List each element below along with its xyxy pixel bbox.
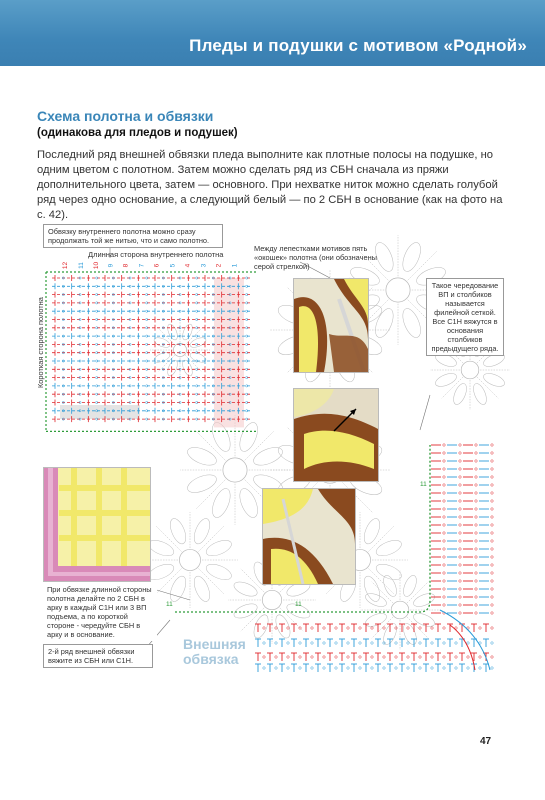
edge-chain [491,642,493,644]
edge-chain [475,492,477,494]
edge-chain [443,642,445,644]
motif-petal [361,516,383,546]
edge-chain [323,642,325,644]
edge-chain [491,484,493,486]
edge-chain [419,667,421,669]
motif-ray [198,526,223,551]
edge-chain [443,667,445,669]
edge-chain [459,468,461,470]
motif-ray [159,329,175,345]
photo-petals-detail [293,278,369,373]
edge-chain [459,580,461,582]
edge-chain [335,642,337,644]
motif-petal [153,336,172,350]
motif-ray [156,568,181,593]
edge-chain [299,656,301,658]
motif-petal [185,471,219,496]
intro-paragraph: Последний ряд внешней обвязки пледа выполните как плотные полосы на подушке, но одним цветом с полотном. Затем можно сделать ряд из СБН сначала из пряжи дополнительного цвета, затем — основного. При нехватке ниток можно сделать голубой ряд через одно основание, а следующий белый — по 2 СБН в основание (как на фото на с. 42). [37,149,503,221]
motif [360,570,440,650]
edge-chain [491,524,493,526]
edge-chain [383,656,385,658]
edge-chain [491,476,493,478]
motif-ray [372,582,393,603]
motif-petal [451,382,469,407]
motif-petal [482,371,507,389]
edge-chain [459,500,461,502]
edge-chain [491,460,493,462]
motif-petal [204,561,234,583]
edge-chain [475,540,477,542]
motif-ray [477,377,498,398]
edge-chain [479,627,481,629]
motif-petal [399,240,424,274]
edge-chain [475,508,477,510]
edge-chain [491,667,493,669]
section-subtitle: (одинакова для пледов и подушек) [37,127,238,139]
edge-chain [475,500,477,502]
edge-chain [459,508,461,510]
motif-ray [196,431,225,460]
motif-petal [412,591,437,609]
edge-chain [491,556,493,558]
motif-center [461,361,479,379]
row-number: 6 [153,263,161,268]
motif-petal [232,601,259,621]
edge-chain [299,627,301,629]
edge-chain [443,532,445,534]
edge-chain [335,656,337,658]
edge-chain [475,460,477,462]
edge-chain [491,500,493,502]
motif-petal [412,611,437,629]
edge-chain [263,627,265,629]
short-side-label: Короткая сторона полотна [36,297,45,388]
edge-chain [431,667,433,669]
edge-chain [459,556,461,558]
edge-chain [275,642,277,644]
motif-ray [408,251,437,280]
edge-chain [491,508,493,510]
motif-petal [166,323,180,342]
edge-chain [491,580,493,582]
motif-center [386,278,410,302]
edge-chain [475,564,477,566]
edge-chain [419,627,421,629]
edge-chain [287,656,289,658]
row-number: 1 [230,263,238,268]
edge-chain [287,642,289,644]
corner-arc [450,625,475,670]
edge-chain [459,612,461,614]
edge-chain [443,524,445,526]
motif-ray [407,582,428,603]
motif-ray [407,617,428,638]
edge-chain [475,580,477,582]
motif-petal [167,516,189,546]
edge-chain [459,476,461,478]
edge-chain [467,667,469,669]
leader-line [420,395,430,430]
edge-chain [395,656,397,658]
edge-chain [443,444,445,446]
motif-petal [191,574,213,604]
motif-petal [374,537,404,559]
edge-chain [491,468,493,470]
callout-filet-mesh: Такое чередование ВП и столбиков называется филейной сеткой. Все С1Н вяжутся в основания столбиков предыдущего ряда. [426,278,504,356]
motif-petal [381,574,399,599]
row-number: 11 [77,262,85,269]
edge-chain [459,548,461,550]
edge-chain [395,627,397,629]
edge-chain [311,656,313,658]
motif-ray [196,480,225,509]
row-number: 8 [122,263,130,268]
motif-petal [167,574,189,604]
motif-ray [241,608,264,631]
motif-petal [361,574,383,604]
edge-chain [459,588,461,590]
edge-chain [479,667,481,669]
edge-chain [395,667,397,669]
edge-chain [347,667,349,669]
edge-chain [263,642,265,644]
edge-chain [475,548,477,550]
motif-center [223,458,247,482]
edge-chain [371,667,373,669]
edge-chain [323,656,325,658]
motif-ray [442,377,463,398]
edge-chain [311,627,313,629]
edge-chain [491,452,493,454]
edge-chain [443,564,445,566]
motif-petal [364,611,389,629]
edge-chain [419,642,421,644]
edge-chain [459,564,461,566]
edge-chain [443,572,445,574]
edge-chain [459,444,461,446]
row-number: 12 [62,261,70,270]
motif-center [391,601,409,619]
edge-chain [443,656,445,658]
edge-chain [491,548,493,550]
edge-chain [443,604,445,606]
edge-chain [475,444,477,446]
motif-petal [236,486,261,520]
edge-chain [335,667,337,669]
edge-chain [455,642,457,644]
edge-chain [467,642,469,644]
motif-petal [166,359,180,378]
edge-chain [371,627,373,629]
edge-chain [299,642,301,644]
edge-chain [359,667,361,669]
motif-center [262,590,281,609]
edge-chain [455,667,457,669]
edge-chain [323,667,325,669]
edge-chain [491,627,493,629]
edge-chain [475,588,477,590]
edge-chain [443,500,445,502]
row-number: 9 [106,263,114,268]
header-title: Пледы и подушки с мотивом «Родной» [189,36,527,55]
motif-petal [181,359,195,378]
edge-chain [475,452,477,454]
motif-petal [204,537,234,559]
callout-inner-binding: Обвязку внутреннего полотна можно сразу продолжать той же нитью, что и само полотно. [43,224,223,248]
edge-chain [347,627,349,629]
edge-chain [459,572,461,574]
edge-chain [443,516,445,518]
edge-chain [491,516,493,518]
edge-chain [459,484,461,486]
outer-binding-label [183,636,246,667]
edge-chain [431,656,433,658]
row-number: 10 [93,261,101,270]
callout-petals: Между лепестками мотивов пять «окошек» полотна (они обозначены серой стрелкой) [254,244,377,271]
edge-chain [467,656,469,658]
edge-chain [475,612,477,614]
motif-petal [251,444,285,469]
edge-chain [287,667,289,669]
edge-chain [475,604,477,606]
edge-chain [491,588,493,590]
edge-chain [459,460,461,462]
edge-chain [475,484,477,486]
edge-chain [275,627,277,629]
edge-chain [323,627,325,629]
edge-chain [475,532,477,534]
edge-chain [491,572,493,574]
edge-chain [419,656,421,658]
motif-petal [434,371,459,389]
edge-chain [491,612,493,614]
edge-chain [275,667,277,669]
edge-chain [443,508,445,510]
callout-long-side: При обвязке длинной стороны полотна делайте по 2 СБН в арку в каждый С1Н или 3 ВП подъема, а по короткой стороне - чередуйте СБН в арку и в основание. [43,583,157,641]
filet-grid [46,272,256,431]
edge-chain [459,524,461,526]
edge-chain [443,596,445,598]
motif-ray [241,569,264,592]
motif-petal [181,323,195,342]
motif-petal [189,336,208,350]
motif-petal [209,486,234,520]
edge-chain [431,642,433,644]
motif-petal [399,306,424,340]
edge-chain [407,627,409,629]
edge-chain [443,468,445,470]
edge-chain [407,667,409,669]
motif-ray [185,329,201,345]
edge-count-bottom-left: 11 [166,601,173,608]
edge-chain [459,532,461,534]
edge-chain [311,667,313,669]
photo-motif-joint [262,488,356,585]
edge-chain [475,476,477,478]
motif-petal [374,561,404,583]
motif-ray [245,431,274,460]
motif-ray [156,526,181,551]
edge-chain [491,596,493,598]
page-number: 47 [480,736,492,747]
edge-chain [371,656,373,658]
edge-chain [491,656,493,658]
edge-chain [383,627,385,629]
edge-chain [491,492,493,494]
edge-chain [443,484,445,486]
motif-petal [251,613,271,640]
edge-chain [459,492,461,494]
edge-chain [359,642,361,644]
edge-chain [443,540,445,542]
edge-chain [491,564,493,566]
edge-chain [475,556,477,558]
callout-second-row: 2-й ряд внешней обвязки вяжите из СБН или С1Н. [43,644,153,668]
edge-chain [443,627,445,629]
edge-chain [459,604,461,606]
edge-chain [347,642,349,644]
motif-petal [471,382,489,407]
edge-count-bottom: 11 [295,601,302,608]
edge-chain [263,656,265,658]
motif-ray [159,355,175,371]
edge-chain [371,642,373,644]
row-number: 7 [137,263,145,268]
edge-chain [359,656,361,658]
edge-chain [459,596,461,598]
edge-chain [455,656,457,658]
edge-chain [407,642,409,644]
edge-chain [443,460,445,462]
edge-chain [359,627,361,629]
motif-petal [232,579,259,599]
row-number: 3 [199,263,207,268]
motif-ray [368,568,393,593]
photo-window-detail [293,388,379,482]
edge-chain [335,627,337,629]
edge-chain [479,656,481,658]
motif-petal [191,516,213,546]
section-title: Схема полотна и обвязки [37,108,214,124]
edge-chain [443,580,445,582]
edge-chain [275,656,277,658]
edge-chain [443,492,445,494]
motif-petal [185,444,219,469]
edge-chain [311,642,313,644]
motif-ray [185,355,201,371]
edge-chain [443,452,445,454]
edge-chain [443,476,445,478]
motif-ray [198,568,223,593]
edge-chain [475,524,477,526]
edge-chain [263,667,265,669]
motif-center [179,549,200,570]
edge-chain [491,444,493,446]
edge-chain [443,548,445,550]
edge-chain [491,540,493,542]
edge-chain [459,540,461,542]
edge-chain [459,516,461,518]
edge-chain [475,596,477,598]
edge-chain [491,532,493,534]
edge-chain [407,656,409,658]
long-side-label: Длинная сторона внутреннего полотна [88,250,224,259]
edge-chain [475,468,477,470]
edge-chain [347,656,349,658]
photo-edge-binding [43,467,151,582]
corner-arc [440,610,490,670]
edge-chain [459,452,461,454]
outer-binding-text: Внешняя обвязка [183,636,246,667]
motif-ray [280,608,303,631]
motif-petal [401,574,419,599]
edge-chain [395,642,397,644]
edge-chain [299,667,301,669]
edge-chain [475,572,477,574]
edge-chain [383,667,385,669]
edge-chain [443,556,445,558]
edge-chain [475,516,477,518]
motif-petal [401,622,419,647]
edge-chain [491,604,493,606]
motif-ray [368,526,393,551]
row-number: 5 [168,263,176,268]
motif-petal [273,613,293,640]
motif-petal [372,306,397,340]
edge-chain [431,627,433,629]
row-number: 2 [215,263,223,268]
row-number: 4 [184,263,192,268]
edge-count-right: 11 [420,481,427,488]
edge-chain [443,588,445,590]
edge-chain [287,627,289,629]
